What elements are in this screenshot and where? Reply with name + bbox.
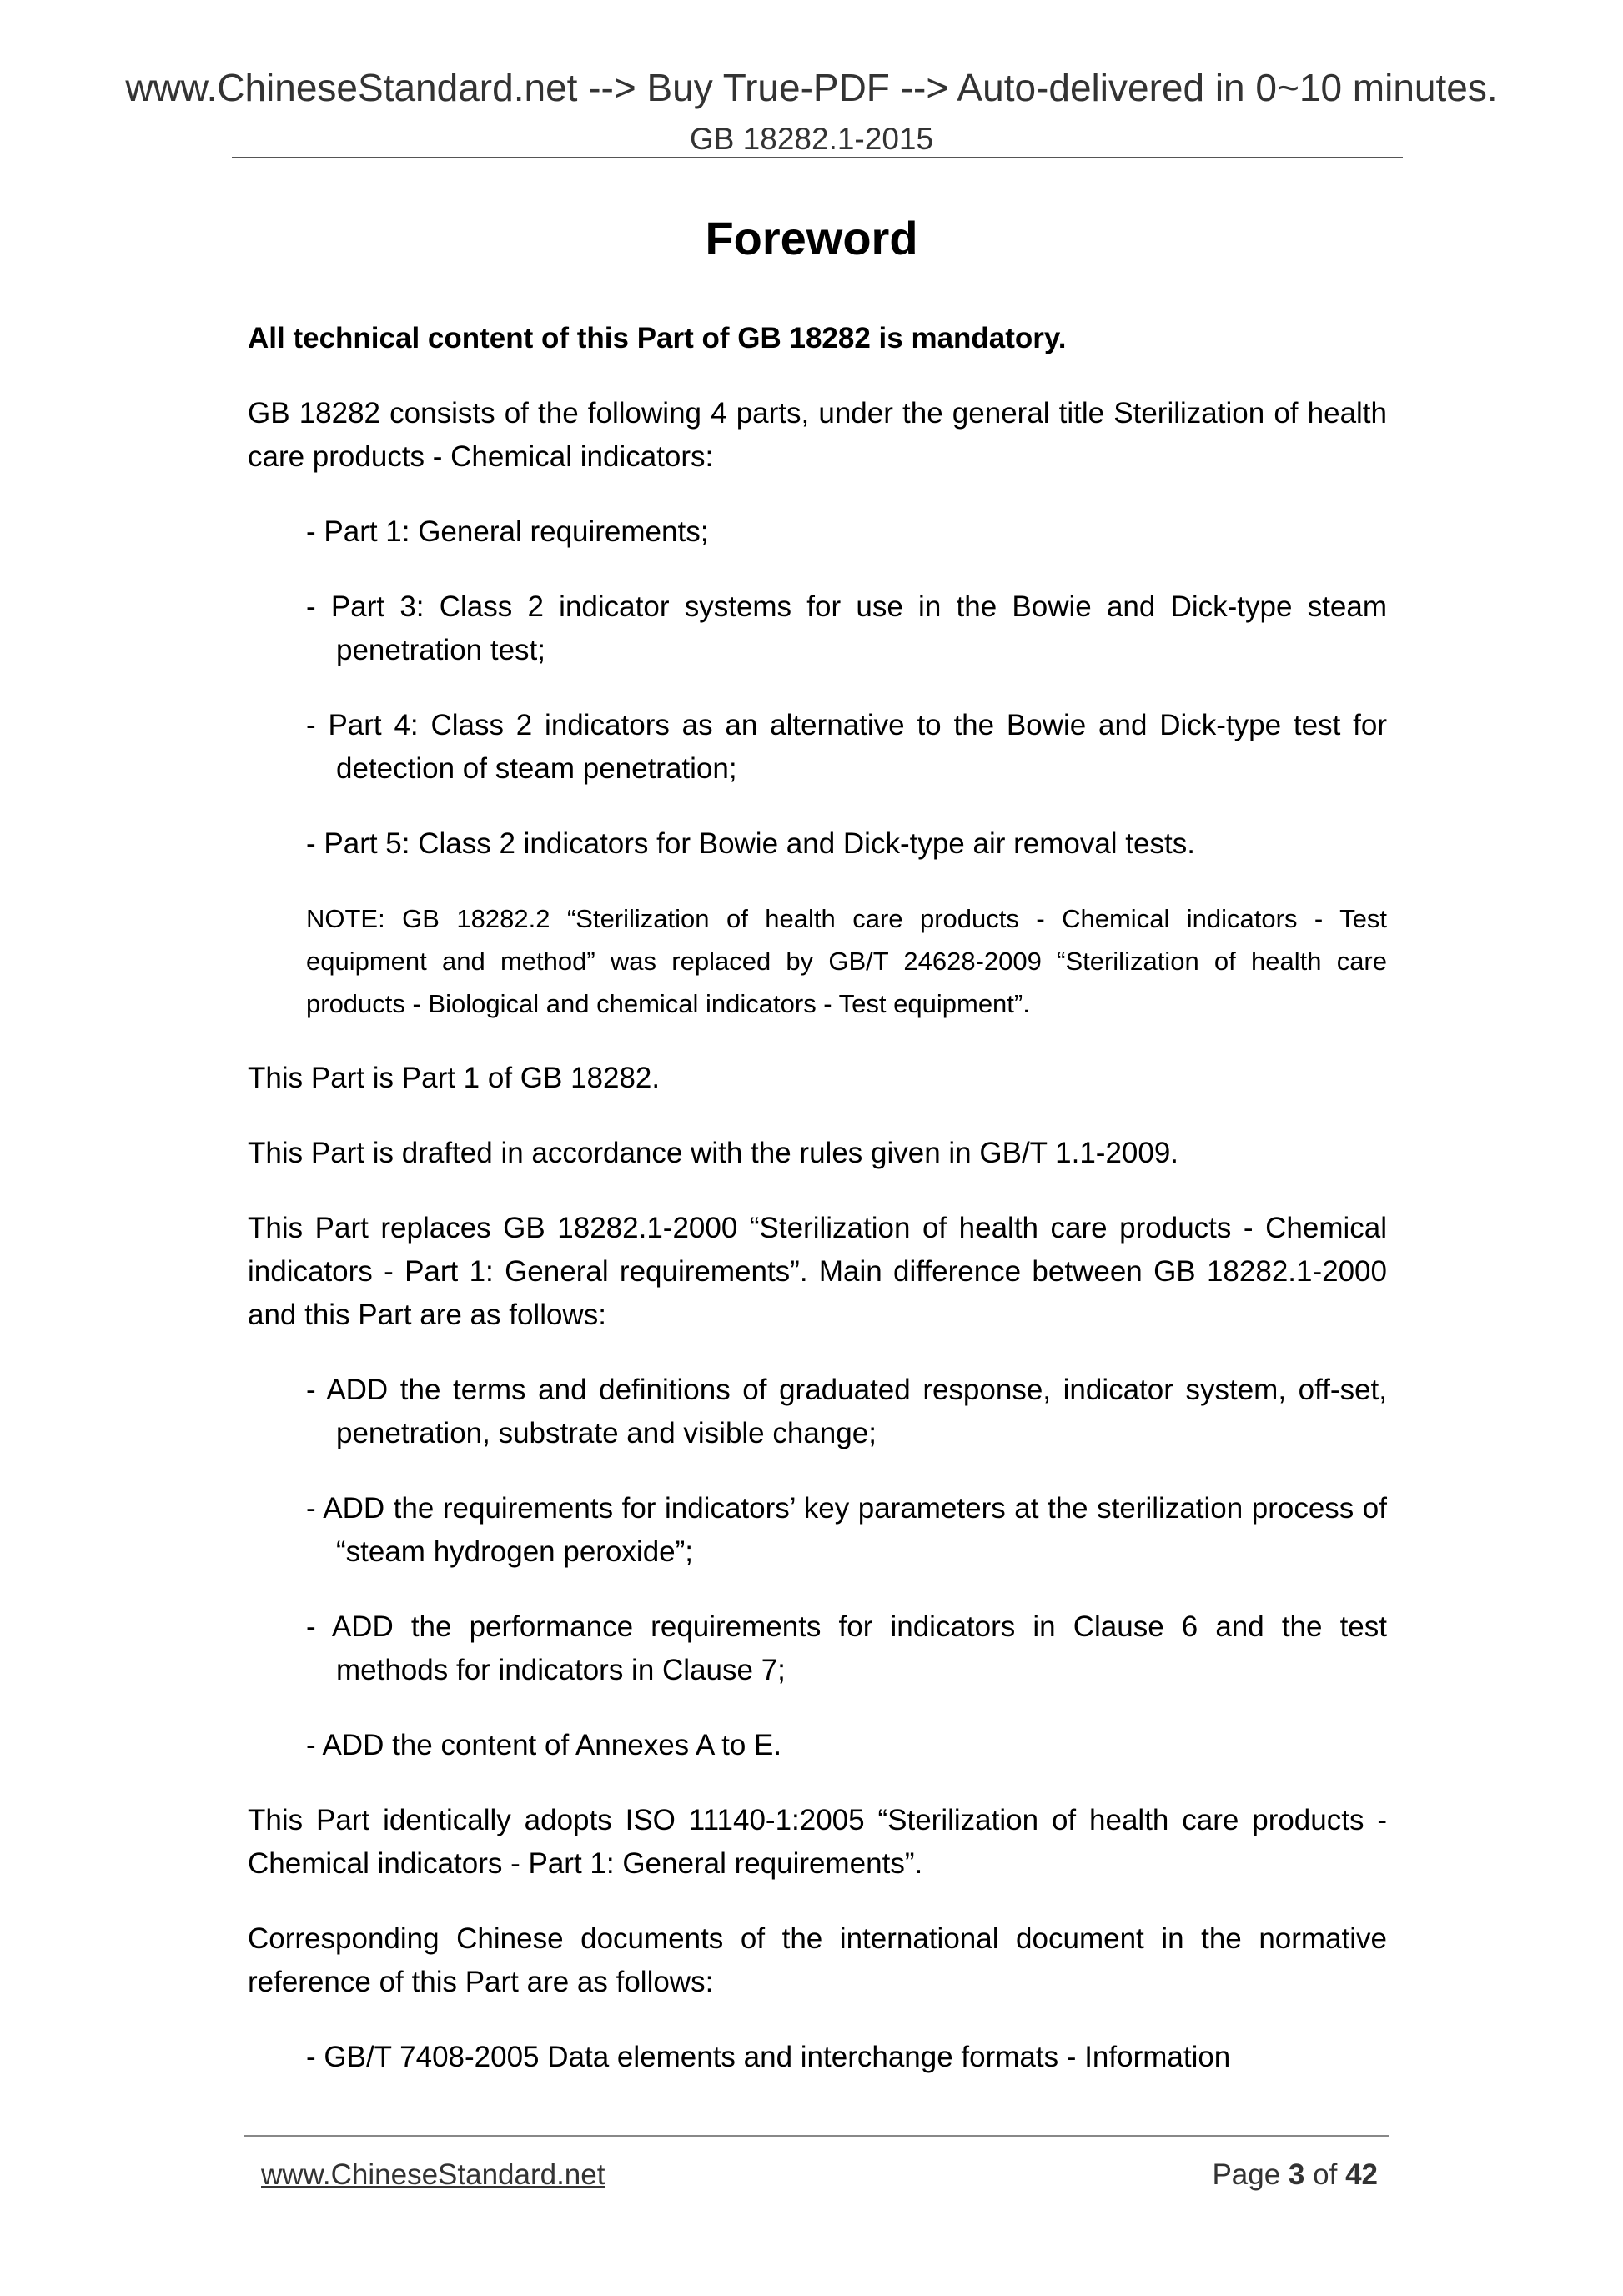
parts-list-item: - Part 4: Class 2 indicators as an alternative to the Bowie and Dick-type test for detection of steam penetration; (306, 709, 1387, 785)
footer-website-link[interactable]: www.ChineseStandard.net (261, 2158, 605, 2191)
parts-list-item: - Part 1: General requirements; (306, 515, 709, 548)
page-label: Page (1212, 2158, 1281, 2191)
footer-divider (244, 2135, 1389, 2137)
document-id: GB 18282.1-2015 (689, 122, 934, 156)
page-total: 42 (1345, 2158, 1378, 2191)
references-intro-paragraph: Corresponding Chinese documents of the international document in the normative reference of this Part are as follows: (248, 1922, 1387, 1998)
adoption-paragraph: This Part identically adopts ISO 11140-1:2005 “Sterilization of health care products - Chemical indicators - Part 1: General requirements”. (248, 1804, 1387, 1880)
changes-list-item: - ADD the content of Annexes A to E. (306, 1729, 782, 1761)
mandatory-statement: All technical content of this Part of GB 18282 is mandatory. (248, 322, 1067, 354)
changes-list-item: - ADD the performance requirements for indicators in Clause 6 and the test methods for indicators in Clause 7; (306, 1610, 1387, 1686)
header-divider (232, 157, 1403, 158)
parts-list-item: - Part 3: Class 2 indicator systems for use in the Bowie and Dick-type steam penetration test; (306, 590, 1387, 666)
header-banner: www.ChineseStandard.net --> Buy True-PDF --> Auto-delivered in 0~10 minutes. (125, 66, 1498, 109)
parts-list-item: - Part 5: Class 2 indicators for Bowie and Dick-type air removal tests. (306, 827, 1195, 860)
page-number (1212, 2158, 1378, 2192)
note-paragraph: NOTE: GB 18282.2 “Sterilization of health care products - Chemical indicators - Test equipment and method” was replaced by GB/T 24628-2009 “Sterilization of health care products - Biological and chemical indicators - Test equipment”. (306, 904, 1387, 1018)
drafting-rules-paragraph: This Part is drafted in accordance with the rules given in GB/T 1.1-2009. (248, 1137, 1179, 1169)
reference-list-item: - GB/T 7408-2005 Data elements and interchange formats - Information (306, 2041, 1231, 2073)
changes-list-item: - ADD the requirements for indicators’ key parameters at the sterilization process of “steam hydrogen peroxide”; (306, 1492, 1387, 1568)
replacement-paragraph: This Part replaces GB 18282.1-2000 “Sterilization of health care products - Chemical indicators - Part 1: General requirements”. Main difference between GB 18282.1-2000 and this Part are as follows: (248, 1212, 1387, 1331)
page-of: of (1313, 2158, 1338, 2191)
changes-list-item: - ADD the terms and definitions of graduated response, indicator system, off-set, penetration, substrate and visible change; (306, 1374, 1387, 1449)
page-current: 3 (1288, 2158, 1305, 2191)
parts-intro-paragraph: GB 18282 consists of the following 4 parts, under the general title Sterilization of health care products - Chemical indicators: (248, 397, 1387, 473)
document-body (248, 317, 1387, 2111)
part-number-paragraph: This Part is Part 1 of GB 18282. (248, 1062, 661, 1094)
page-title: Foreword (705, 212, 918, 264)
